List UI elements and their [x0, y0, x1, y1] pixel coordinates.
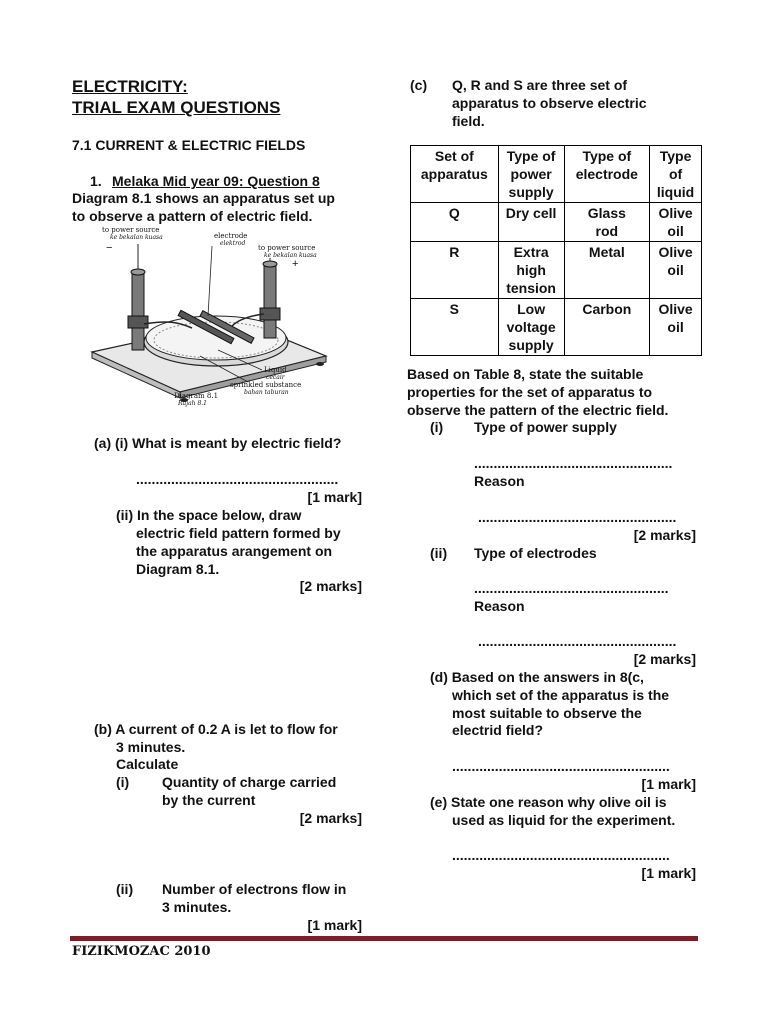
- part-c-reason2-label: Reason: [474, 598, 525, 614]
- part-b-line-1: (b) A current of 0.2 A is let to flow for: [94, 721, 338, 737]
- part-b-line-3: Calculate: [116, 756, 179, 772]
- label-electrode: electrode: [214, 232, 248, 240]
- minus-sign: −: [106, 242, 113, 254]
- part-c-label: (c): [410, 77, 428, 93]
- part-a-question-ii-3: the apparatus arangement on: [136, 543, 333, 559]
- part-a-question-ii-2: electric field pattern formed by: [136, 525, 341, 541]
- table-cell: Olive oil: [650, 299, 702, 356]
- question-source: Melaka Mid year 09: Question 8: [112, 173, 320, 189]
- part-c-text-1: Q, R and S are three set of: [452, 77, 628, 93]
- part-e-answer-line: ........................................................: [452, 847, 670, 863]
- table-cell: Q: [411, 203, 499, 242]
- label-sprinkled-ms: bahan taburan: [244, 389, 289, 396]
- part-a-question-ii-1: (ii) In the space below, draw: [116, 507, 302, 523]
- label-liquid-ms: cecair: [266, 374, 285, 381]
- part-c-based-3: observe the pattern of the electric field.: [407, 402, 669, 418]
- table-header-cell: Set of apparatus: [411, 146, 499, 203]
- table-cell: S: [411, 299, 499, 356]
- part-c-answer-line-d: ...................................................: [478, 633, 677, 649]
- table-cell: Olive oil: [650, 242, 702, 299]
- part-c-based-1: Based on Table 8, state the suitable: [407, 366, 644, 382]
- diagram-caption-ms: Rajah 8.1: [178, 400, 207, 407]
- part-b-mark-ii: [1 mark]: [307, 917, 362, 933]
- table-cell: Dry cell: [498, 203, 564, 242]
- part-c-mark-ii: [2 marks]: [633, 651, 696, 667]
- table-row: [411, 299, 702, 356]
- part-a-question-ii-4: Diagram 8.1.: [136, 561, 220, 577]
- part-b-mark-i: [2 marks]: [299, 810, 362, 826]
- label-power-source-right: to power source: [258, 244, 316, 252]
- part-c-answer-line-a: ...................................................: [474, 455, 673, 471]
- label-sprinkled: sprinkled substance: [230, 381, 302, 389]
- part-d-mark: [1 mark]: [641, 776, 696, 792]
- label-power-source-left-ms: ke bekalan kuasa: [110, 234, 163, 241]
- table-header-cell: Type of power supply: [498, 146, 564, 203]
- part-e-mark: [1 mark]: [641, 865, 696, 881]
- part-d-answer-line: ........................................................: [452, 758, 670, 774]
- part-c-answer-line-b: ...................................................: [478, 509, 677, 525]
- table-row: [411, 203, 702, 242]
- table-cell: Extra high tension: [498, 242, 564, 299]
- part-c-mark-i: [2 marks]: [633, 527, 696, 543]
- part-c-based-2: properties for the set of apparatus to: [407, 384, 653, 400]
- label-liquid: Liquid: [264, 366, 287, 374]
- part-d-line-1: (d) Based on the answers in 8(c,: [430, 669, 644, 685]
- table-cell: Low voltage supply: [498, 299, 564, 356]
- part-b-ii-text-1: Number of electrons flow in: [162, 881, 347, 897]
- part-c-i-label: (i): [430, 419, 444, 435]
- part-a-mark-i: [1 mark]: [307, 489, 362, 505]
- table-cell: Glass rod: [564, 203, 650, 242]
- part-b-i-text-2: by the current: [162, 792, 256, 808]
- apparatus-table: [410, 145, 702, 356]
- part-b-ii-label: (ii): [116, 881, 134, 897]
- part-a-question-i: (a) (i) What is meant by electric field?: [94, 435, 342, 451]
- question-intro-2: to observe a pattern of electric field.: [72, 208, 313, 224]
- part-c-text-3: field.: [452, 113, 485, 129]
- part-c-reason-label: Reason: [474, 473, 525, 489]
- title-line2: TRIAL EXAM QUESTIONS: [72, 98, 281, 117]
- table-cell: Carbon: [564, 299, 650, 356]
- table-cell: R: [411, 242, 499, 299]
- part-c-i-text: Type of power supply: [474, 419, 617, 435]
- table-cell: Olive oil: [650, 203, 702, 242]
- part-b-i-label: (i): [116, 774, 130, 790]
- section-heading: 7.1 CURRENT & ELECTRIC FIELDS: [72, 137, 306, 153]
- title-line1: ELECTRICITY:: [72, 77, 188, 96]
- question-intro-1: Diagram 8.1 shows an apparatus set up: [72, 190, 335, 206]
- table-row: [411, 242, 702, 299]
- part-e-line-1: (e) State one reason why olive oil is: [430, 794, 667, 810]
- footer-divider: [70, 936, 698, 941]
- table-header-cell: Type of electrode: [564, 146, 650, 203]
- part-a-answer-line: ....................................................: [136, 471, 339, 487]
- part-c-text-2: apparatus to observe electric: [452, 95, 647, 111]
- part-c-ii-text: Type of electrodes: [474, 545, 597, 561]
- part-d-line-4: electrid field?: [452, 722, 544, 738]
- table-cell: Metal: [564, 242, 650, 299]
- part-e-line-2: used as liquid for the experiment.: [452, 812, 676, 828]
- part-b-i-text-1: Quantity of charge carried: [162, 774, 337, 790]
- label-power-source-right-ms: ke bekalan kuasa: [264, 252, 317, 259]
- part-d-line-3: most suitable to observe the: [452, 705, 642, 721]
- table-header-cell: Type of liquid: [650, 146, 702, 203]
- label-electrode-ms: elektrod: [220, 240, 246, 247]
- part-b-ii-text-2: 3 minutes.: [162, 899, 232, 915]
- question-number: 1.: [90, 173, 102, 189]
- part-c-ii-label: (ii): [430, 545, 448, 561]
- footer-text: FIZIKMOZAC 2010: [72, 944, 211, 959]
- diagram-8-1: [88, 224, 328, 420]
- part-b-line-2: 3 minutes.: [116, 739, 186, 755]
- diagram-caption: Diagram 8.1: [174, 392, 219, 400]
- table-header-row: [411, 146, 702, 203]
- part-c-answer-line-c: ..................................................: [474, 580, 669, 596]
- label-power-source-left: to power source: [102, 226, 160, 234]
- part-a-mark-ii: [2 marks]: [299, 578, 362, 594]
- part-d-line-2: which set of the apparatus is the: [452, 687, 670, 703]
- plus-sign: +: [292, 258, 299, 270]
